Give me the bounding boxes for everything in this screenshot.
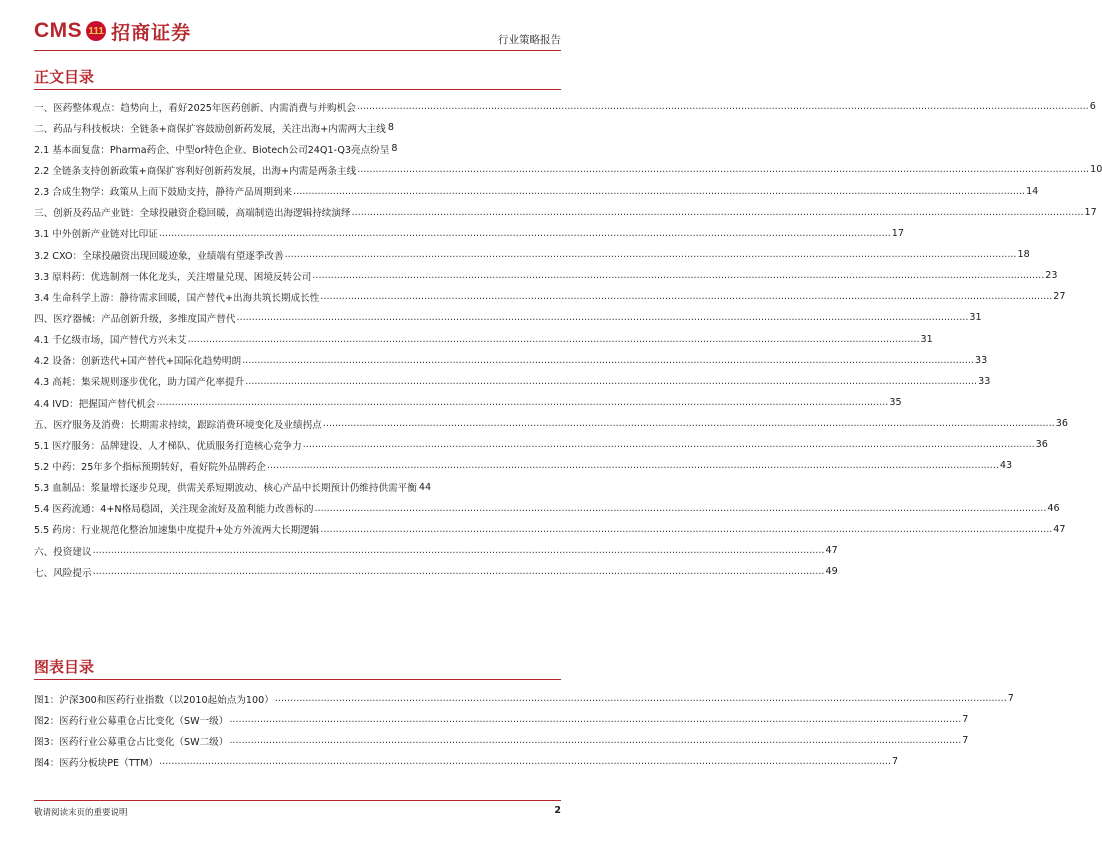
toc-entry-page: 44 [418,481,432,493]
toc-entry[interactable] [34,244,1030,265]
toc-entry-page: 14 [1026,185,1039,197]
toc-entry[interactable] [34,96,1096,117]
figure-entry-title: 图1：沪深300和医药行业指数（以2010起始点为100） [34,694,274,706]
toc-entry[interactable] [34,477,432,498]
toc-entry-page: 33 [974,354,988,366]
toc-entry-page: 17 [1084,206,1097,218]
cms-logo [34,18,191,44]
toc-entry-page: 36 [1055,418,1068,430]
dot-leader [156,397,888,408]
toc-title-divider [34,89,561,90]
toc-entry[interactable] [34,392,902,413]
figure-entry-title: 图3：医药行业公募重仓占比变化（SW二级） [34,736,229,748]
toc-entry-page: 35 [889,397,902,409]
page-header [34,14,561,48]
dot-leader [352,207,1084,218]
toc-entry-title: 5.2 中药：25年多个指标预期转好，看好院外品牌药企 [34,461,266,473]
toc-entry-title: 5.3 血制品：浆量增长逐步兑现，供需关系短期波动、核心产品中长期预计仍维持供需平衡 [34,483,417,495]
dot-leader [312,270,1044,281]
toc-entry[interactable] [34,265,1058,286]
footer-note: 敬请阅读末页的重要说明 [34,808,128,818]
toc-entry-title: 4.3 高耗：集采规则逐步优化，助力国产化率提升 [34,377,245,389]
toc-entry-title: 2.2 全链条支持创新政策+商保扩容利好创新药发展，出海+内需是两条主线 [34,165,357,177]
figure-entry[interactable] [34,688,1014,709]
logo-emblem-icon: 111 [86,21,106,41]
toc-entry-title: 3.4 生命科学上游：静待需求回暖，国产替代+出海共筑长期成长性 [34,292,320,304]
toc-entry-page: 18 [1017,249,1030,261]
toc-entry-title: 一、医药整体观点：趋势向上，看好2025年医药创新、内需消费与并购机会 [34,102,356,114]
figure-entry-title: 图4：医药分板块PE（TTM） [34,757,159,769]
toc-entry-title: 3.3 原料药：优选制剂一体化龙头，关注增量兑现、困境反转公司 [34,271,312,283]
toc-entry-page: 27 [1053,291,1066,303]
toc-entry-title: 七、风险提示 [34,567,92,579]
dot-leader [275,693,1007,704]
dot-leader [320,291,1052,302]
toc-entry-title: 三、创新及药品产业链：全球投融资企稳回暖，高端制造出海逻辑持续演绎 [34,208,351,220]
toc-entry-title: 3.1 中外创新产业链对比印证 [34,229,158,241]
toc-entry[interactable] [34,498,1060,519]
dot-leader [229,714,961,725]
toc-entry-title: 5.1 医疗服务：品牌建设、人才梯队、优质服务打造核心竞争力 [34,440,302,452]
dot-leader [242,355,974,366]
dot-leader [357,101,1089,112]
toc-entry[interactable] [34,434,1048,455]
toc-entry[interactable] [34,307,982,328]
page-footer [34,800,561,817]
dot-leader [267,460,999,471]
toc-entry-page: 6 [1089,101,1096,113]
dot-leader [323,418,1055,429]
toc-entry-page: 31 [920,333,933,345]
logo-cn-text: 招商证券 [111,21,192,44]
toc-entry[interactable] [34,159,1102,180]
dot-leader [159,756,891,767]
dot-leader [236,312,968,323]
toc-entry-title: 四、医疗器械：产品创新升级，多维度国产替代 [34,313,236,325]
toc-entry-title: 2.3 合成生物学：政策从上而下鼓励支持，静待产品周期到来 [34,187,293,199]
toc-entry-title: 六、投资建议 [34,546,92,558]
toc-entry-page: 33 [978,375,991,387]
toc-entry-page: 8 [391,143,398,155]
toc-entry-title: 二、药品与科技板块：全链条+商保扩容鼓励创新药发展，关注出海+内需两大主线 [34,123,386,135]
toc-entry[interactable] [34,413,1068,434]
toc-entry-title: 五、医疗服务及消费：长期需求持续，跟踪消费环境变化及业绩拐点 [34,419,322,431]
dot-leader [314,503,1046,514]
toc-list [34,96,1102,582]
dot-leader [293,186,1025,197]
toc-entry-page: 47 [1053,523,1066,535]
toc-entry-title: 4.4 IVD：把握国产替代机会 [34,398,156,410]
dot-leader [285,249,1017,260]
page-number: 2 [554,805,561,816]
figure-entry-page: 7 [892,756,899,767]
toc-entry-title: 3.2 CXO：全球投融资出现回暖迹象，业绩端有望逐季改善 [34,250,284,262]
toc-entry-title: 2.1 基本面复盘：Pharma药企、中型or特色企业、Biotech公司24Q1-Q3亮点纷呈 [34,144,390,156]
toc-entry-page: 31 [969,312,982,324]
figure-entry[interactable] [34,730,969,751]
toc-entry[interactable] [34,181,1039,202]
toc-entry-title: 4.2 设备：创新迭代+国产替代+国际化趋势明朗 [34,356,242,368]
figures-title-divider [34,679,561,680]
toc-entry[interactable] [34,519,1066,540]
dot-leader [303,439,1035,450]
toc-entry-page: 47 [825,545,838,557]
figure-entry-page: 7 [962,735,969,746]
toc-entry[interactable] [34,350,988,371]
figure-list [34,688,1014,772]
dot-leader [159,228,891,239]
header-divider [34,50,561,51]
report-type: 行业策略报告 [498,34,561,46]
toc-entry-page: 17 [891,227,904,239]
toc-entry[interactable] [34,138,398,159]
figure-entry-page: 7 [1007,693,1014,704]
logo-cms-text: CMS [34,19,83,42]
figure-entry[interactable] [34,751,899,772]
toc-entry[interactable] [34,540,838,561]
figure-entry-title: 图2：医药行业公募重仓占比变化（SW一级） [34,715,229,727]
toc-entry[interactable] [34,202,1097,223]
toc-entry-title: 5.5 药房：行业规范化整治加速集中度提升+处方外流两大长期逻辑 [34,525,320,537]
toc-entry-page: 49 [825,566,838,578]
toc-entry-page: 36 [1035,439,1048,451]
dot-leader [93,545,825,556]
toc-entry-page: 8 [387,122,394,134]
toc-entry[interactable] [34,329,933,350]
toc-entry-title: 4.1 千亿级市场，国产替代方兴未艾 [34,335,187,347]
toc-entry[interactable] [34,223,904,244]
figure-entry[interactable] [34,709,969,730]
figures-title: 图表目录 [34,658,95,676]
dot-leader [357,164,1089,175]
dot-leader [245,376,977,387]
toc-entry[interactable] [34,286,1066,307]
toc-entry-page: 46 [1047,502,1060,514]
toc-entry[interactable] [34,371,991,392]
dot-leader [188,334,920,345]
toc-entry-page: 23 [1045,270,1058,282]
toc-entry-page: 10 [1090,164,1102,176]
toc-entry[interactable] [34,117,394,138]
figure-entry-page: 7 [962,714,969,725]
dot-leader [229,735,961,746]
dot-leader [320,524,1052,535]
toc-entry[interactable] [34,455,1013,476]
toc-entry-title: 5.4 医药流通：4+N格局稳固，关注现金流好及盈利能力改善标的 [34,504,314,516]
toc-entry[interactable] [34,561,838,582]
toc-title: 正文目录 [34,68,95,86]
toc-entry-page: 43 [999,460,1013,472]
dot-leader [93,566,825,577]
